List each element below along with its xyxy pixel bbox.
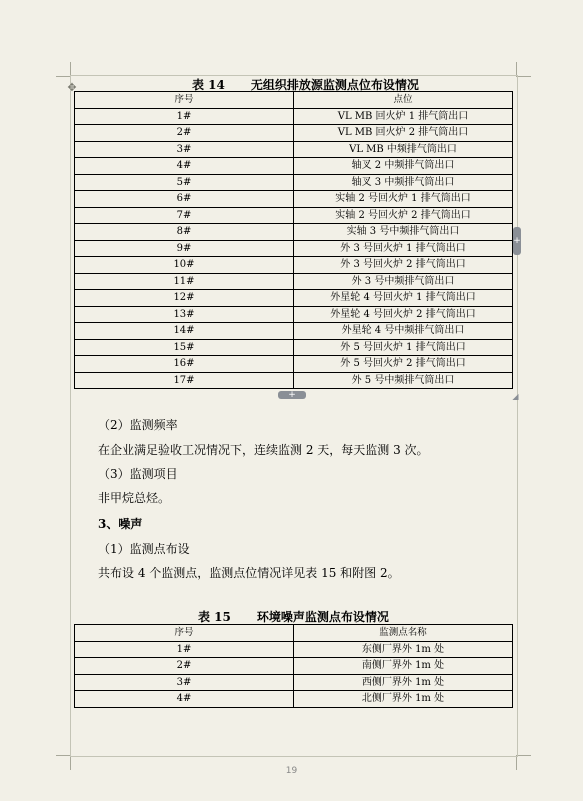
table-15 xyxy=(74,624,513,708)
noise-heading: 3、噪声 xyxy=(98,517,143,531)
crop-mark-top-right xyxy=(516,62,531,77)
row-index-cell: 10# xyxy=(75,257,294,274)
row-index-cell: 5# xyxy=(75,174,294,191)
table-row xyxy=(75,290,513,307)
row-index-cell: 4# xyxy=(75,691,294,708)
row-index-cell: 1# xyxy=(75,641,294,658)
move-icon[interactable]: ✥ xyxy=(67,80,77,94)
table-14-title: 无组织排放源监测点位布设情况 xyxy=(250,78,419,92)
row-index-cell: 4# xyxy=(75,158,294,175)
table-row xyxy=(75,108,513,125)
row-value-cell: VL MB 回火炉 2 排气筒出口 xyxy=(294,125,513,142)
table-row xyxy=(75,372,513,389)
row-index-cell: 1# xyxy=(75,108,294,125)
row-index-cell: 7# xyxy=(75,207,294,224)
row-index-cell: 2# xyxy=(75,125,294,142)
row-index-cell: 3# xyxy=(75,141,294,158)
row-value-cell: 西侧厂界外 1m 处 xyxy=(294,674,513,691)
column-header-point: 点位 xyxy=(294,92,513,109)
row-value-cell: 外星轮 4 号中频排气筒出口 xyxy=(294,323,513,340)
page-number: 19 xyxy=(285,766,298,776)
points-heading: （1）监测点布设 xyxy=(98,542,190,556)
row-value-cell: 南侧厂界外 1m 处 xyxy=(294,658,513,675)
table-row xyxy=(75,273,513,290)
row-index-cell: 3# xyxy=(75,674,294,691)
row-value-cell: 外 5 号中频排气筒出口 xyxy=(294,372,513,389)
row-value-cell: 外 3 号回火炉 2 排气筒出口 xyxy=(294,257,513,274)
table-row xyxy=(75,257,513,274)
row-index-cell: 6# xyxy=(75,191,294,208)
row-value-cell: 东侧厂界外 1m 处 xyxy=(294,641,513,658)
row-value-cell: 北侧厂界外 1m 处 xyxy=(294,691,513,708)
table-14-number: 表 14 xyxy=(192,78,225,92)
row-value-cell: 轴叉 3 中频排气筒出口 xyxy=(294,174,513,191)
row-index-cell: 8# xyxy=(75,224,294,241)
points-text: 共布设 4 个监测点，监测点位情况详见表 15 和附图 2。 xyxy=(98,566,400,580)
plus-icon[interactable]: + xyxy=(278,391,306,399)
table-header-row xyxy=(75,92,513,109)
row-value-cell: VL MB 中频排气筒出口 xyxy=(294,141,513,158)
table-row xyxy=(75,207,513,224)
table-row xyxy=(75,174,513,191)
column-header-name: 监测点名称 xyxy=(294,625,513,642)
frequency-text: 在企业满足验收工况情况下，连续监测 2 天，每天监测 3 次。 xyxy=(98,443,429,457)
table-row xyxy=(75,641,513,658)
row-index-cell: 17# xyxy=(75,372,294,389)
frequency-heading: （2）监测频率 xyxy=(98,418,178,432)
row-value-cell: VL MB 回火炉 1 排气筒出口 xyxy=(294,108,513,125)
row-value-cell: 外 3 号回火炉 1 排气筒出口 xyxy=(294,240,513,257)
items-text: 非甲烷总烃。 xyxy=(98,491,171,505)
table-header-row xyxy=(75,625,513,642)
table-15-number: 表 15 xyxy=(198,610,231,624)
row-index-cell: 16# xyxy=(75,356,294,373)
row-value-cell: 实轴 2 号回火炉 1 排气筒出口 xyxy=(294,191,513,208)
column-header-index: 序号 xyxy=(75,625,294,642)
table-row xyxy=(75,691,513,708)
table-row xyxy=(75,323,513,340)
table-row xyxy=(75,141,513,158)
table-row xyxy=(75,240,513,257)
table-row xyxy=(75,339,513,356)
table-row xyxy=(75,125,513,142)
row-value-cell: 外星轮 4 号回火炉 2 排气筒出口 xyxy=(294,306,513,323)
row-value-cell: 实轴 3 号中频排气筒出口 xyxy=(294,224,513,241)
row-value-cell: 外 5 号回火炉 1 排气筒出口 xyxy=(294,339,513,356)
row-index-cell: 11# xyxy=(75,273,294,290)
row-value-cell: 轴叉 2 中频排气筒出口 xyxy=(294,158,513,175)
resize-icon[interactable]: ◢ xyxy=(512,392,519,401)
table-15-caption xyxy=(198,608,389,625)
table-row xyxy=(75,158,513,175)
row-value-cell: 外星轮 4 号回火炉 1 排气筒出口 xyxy=(294,290,513,307)
table-row xyxy=(75,674,513,691)
row-index-cell: 15# xyxy=(75,339,294,356)
table-row xyxy=(75,224,513,241)
row-value-cell: 实轴 2 号回火炉 2 排气筒出口 xyxy=(294,207,513,224)
table-row xyxy=(75,306,513,323)
column-header-index: 序号 xyxy=(75,92,294,109)
table-row xyxy=(75,191,513,208)
table-row xyxy=(75,658,513,675)
row-value-cell: 外 5 号回火炉 2 排气筒出口 xyxy=(294,356,513,373)
row-index-cell: 14# xyxy=(75,323,294,340)
table-14 xyxy=(74,91,513,389)
items-heading: （3）监测项目 xyxy=(98,467,178,481)
plus-icon[interactable]: + xyxy=(513,227,521,255)
row-index-cell: 9# xyxy=(75,240,294,257)
crop-mark-top-left xyxy=(56,62,71,77)
row-index-cell: 12# xyxy=(75,290,294,307)
row-value-cell: 外 3 号中频排气筒出口 xyxy=(294,273,513,290)
row-index-cell: 2# xyxy=(75,658,294,675)
table-row xyxy=(75,356,513,373)
table-15-title: 环境噪声监测点布设情况 xyxy=(256,610,389,624)
row-index-cell: 13# xyxy=(75,306,294,323)
